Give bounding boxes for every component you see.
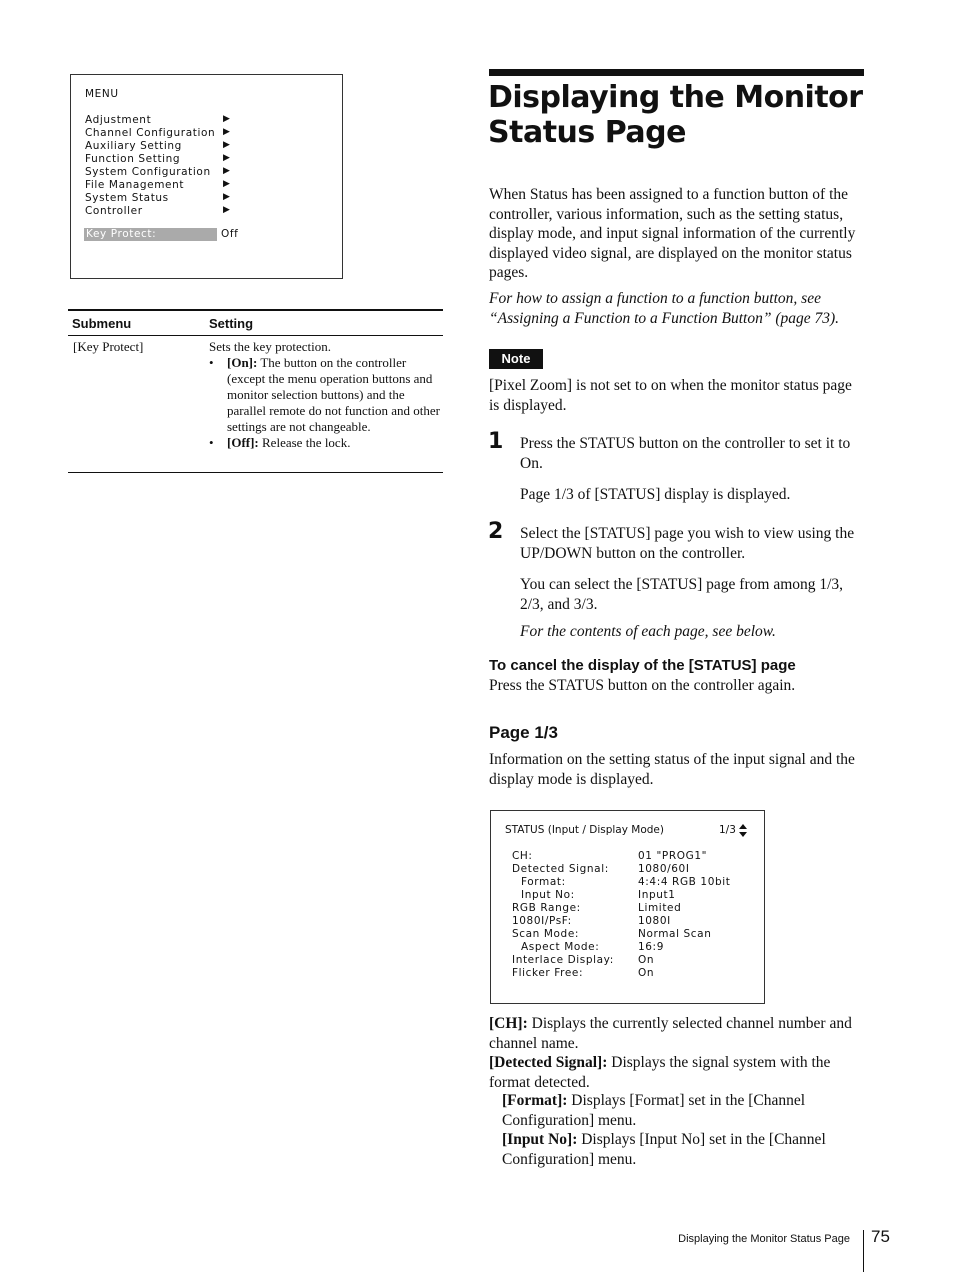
menu-item [85,153,231,166]
desc-format-term: [Format]: [502,1092,568,1109]
page13-text: Information on the setting status of the input signal and the display mode is displayed. [489,751,855,788]
status-value: Normal Scan [638,928,712,940]
menu-item [85,127,231,140]
desc-ch [489,1014,864,1053]
step-text: Press the STATUS button on the controller to set it to On. [520,435,851,472]
footer-divider [863,1230,864,1272]
menu-screen-illustration [70,74,343,279]
status-page-indicator [719,824,747,837]
bullet-on [209,355,441,435]
cancel-text: Press the STATUS button on the controller again. [489,677,796,694]
menu-item [85,205,231,218]
arrow-right-icon: ▶ [223,192,231,202]
status-row [491,850,761,863]
page-title [488,80,868,150]
menu-title: MENU [85,88,119,100]
status-label: 1080I/PsF: [512,915,572,927]
menu-item [85,179,231,192]
status-label: RGB Range: [512,902,581,914]
on-text: The button on the controller (except the menu operation buttons and monitor selection buttons) and the parallel remote do not function and other settings are not changeable. [227,355,440,434]
assign-reference: For how to assign a function to a function button, see “Assigning a Function to a Function Button” (page 73). [489,290,840,327]
menu-item-label: System Configuration [85,166,211,178]
page-title-line1: Displaying the Monitor [488,80,863,115]
status-value: 01 "PROG1" [638,850,708,862]
cell-setting [209,339,441,451]
page-number: 75 [871,1227,890,1246]
desc-inputno-text: Displays [Input No] set in the [Channel Configuration] menu. [502,1131,826,1168]
desc-detected-signal [489,1053,864,1092]
status-row [491,889,761,902]
on-term: [On]: [227,355,258,370]
menu-item-label: System Status [85,192,169,204]
footer-section-title: Displaying the Monitor Status Page [678,1233,850,1245]
status-row [491,915,761,928]
menu-item [85,140,231,153]
desc-ch-text: Displays the currently selected channel number and channel name. [489,1015,852,1052]
status-title: STATUS (Input / Display Mode) [505,824,664,836]
step-number: 1 [488,429,504,454]
status-row [491,954,761,967]
menu-item-label: File Management [85,179,185,191]
step-hint: For the contents of each page, see below. [520,623,776,640]
status-label: Scan Mode: [512,928,580,940]
menu-item-label: Auxiliary Setting [85,140,182,152]
status-value: Limited [638,902,682,914]
table-header [68,311,443,336]
off-term: [Off]: [227,435,259,450]
bullet-off [209,435,441,451]
desc-inputno-term: [Input No]: [502,1131,578,1148]
key-protect-highlight: Key Protect: [84,228,217,241]
submenu-table [68,309,443,473]
desc-input-no [502,1130,864,1169]
setting-intro: Sets the key protection. [209,339,332,354]
status-row [491,967,761,980]
arrow-right-icon: ▶ [223,114,231,124]
key-protect-value: Off [221,228,239,240]
status-label: Input No: [521,889,575,901]
header-submenu: Submenu [72,316,132,331]
step-result: You can select the [STATUS] page from among 1/3, 2/3, and 3/3. [520,576,844,613]
menu-item-label: Channel Configuration [85,127,216,139]
off-text: Release the lock. [262,435,351,450]
header-setting: Setting [209,316,254,331]
up-down-arrows-icon [739,824,747,837]
arrow-right-icon: ▶ [223,179,231,189]
status-value: On [638,967,655,979]
menu-item [85,166,231,179]
menu-item-label: Controller [85,205,143,217]
status-label: Format: [521,876,566,888]
desc-detected-text: Displays the signal system with the format detected. [489,1054,831,1091]
status-row [491,876,761,889]
table-row [68,336,443,472]
status-label: Flicker Free: [512,967,584,979]
desc-format-text: Displays [Format] set in the [Channel Configuration] menu. [502,1092,806,1129]
step-result: Page 1/3 of [STATUS] display is displayed. [520,486,791,503]
desc-detected-term: [Detected Signal]: [489,1054,608,1071]
status-value: 16:9 [638,941,664,953]
arrow-right-icon: ▶ [223,127,231,137]
status-row [491,928,761,941]
status-value: 1080/60I [638,863,690,875]
status-value: 4:4:4 RGB 10bit [638,876,731,888]
step-text: Select the [STATUS] page you wish to view using the UP/DOWN button on the controller. [520,525,855,562]
status-row [491,863,761,876]
intro-paragraph: When Status has been assigned to a function button of the controller, various information, such as the setting status, display mode, and input signal information of the currently displayed video signal, are displayed on the monitor status pages. [489,186,856,281]
desc-ch-term: [CH]: [489,1015,528,1032]
menu-item-label: Function Setting [85,153,181,165]
arrow-right-icon: ▶ [223,153,231,163]
status-page-number: 1/3 [719,824,736,836]
arrow-right-icon: ▶ [223,140,231,150]
status-label: Detected Signal: [512,863,609,875]
menu-item-label: Adjustment [85,114,152,126]
status-value: 1080I [638,915,671,927]
status-value: Input1 [638,889,676,901]
heading-rule [489,69,864,76]
note-label: Note [489,349,543,369]
menu-item [85,114,231,127]
status-value: On [638,954,655,966]
status-label: Aspect Mode: [521,941,600,953]
status-label: CH: [512,850,533,862]
menu-item [85,192,231,205]
note-text: [Pixel Zoom] is not set to on when the monitor status page is displayed. [489,377,852,414]
arrow-right-icon: ▶ [223,166,231,176]
status-row [491,902,761,915]
page13-heading: Page 1/3 [489,723,558,742]
arrow-right-icon: ▶ [223,205,231,215]
cancel-heading: To cancel the display of the [STATUS] page [489,657,796,674]
step-number: 2 [488,519,504,544]
status-row [491,941,761,954]
cell-submenu: [Key Protect] [73,339,144,354]
page-title-line2: Status Page [488,115,686,150]
desc-format [502,1091,864,1130]
status-screen-illustration [490,810,765,1004]
status-label: Interlace Display: [512,954,614,966]
